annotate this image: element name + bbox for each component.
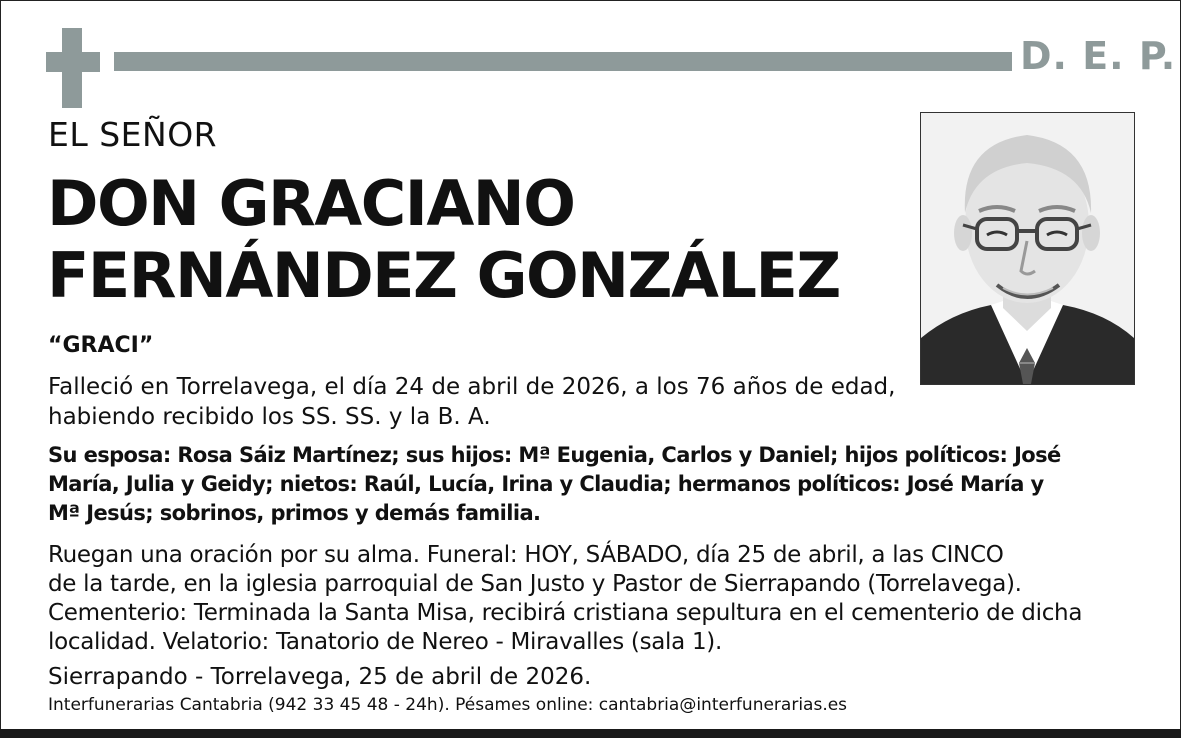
dep-badge: D. E. P. xyxy=(1020,34,1177,78)
portrait-photo xyxy=(920,112,1135,385)
nickname: “GRACI” xyxy=(48,333,154,358)
family-line: Su esposa: Rosa Sáiz Martínez; sus hijos: Mª Eugenia, Carlos y Daniel; hijos políticos: José xyxy=(48,443,1061,467)
funeral-paragraph xyxy=(48,541,1082,657)
bottom-bar xyxy=(0,729,1181,738)
death-line: Falleció en Torrelavega, el día 24 de abril de 2026, a los 76 años de edad, xyxy=(48,374,896,400)
family-line: María, Julia y Geidy; nietos: Raúl, Lucía, Irina y Claudia; hermanos políticos: José María y xyxy=(48,472,1044,496)
death-line: habiendo recibido los SS. SS. y la B. A. xyxy=(48,404,491,430)
funeral-line: localidad. Velatorio: Tanatorio de Nereo - Miravalles (sala 1). xyxy=(48,629,722,655)
honorific-title: EL SEÑOR xyxy=(48,115,218,154)
funeral-line: Cementerio: Terminada la Santa Misa, recibirá cristiana sepultura en el cementerio de dicha xyxy=(48,600,1083,626)
family-line: Mª Jesús; sobrinos, primos y demás familia. xyxy=(48,501,541,525)
funeral-home-contact: Interfunerarias Cantabria (942 33 45 48 - 24h). Pésames online: cantabria@interfunerarias.es xyxy=(48,695,848,715)
death-paragraph xyxy=(48,372,895,432)
header-rule xyxy=(114,52,1012,71)
place-date: Sierrapando - Torrelavega, 25 de abril de 2026. xyxy=(48,664,592,690)
family-paragraph xyxy=(48,441,1143,528)
name-line-2: FERNÁNDEZ GONZÁLEZ xyxy=(47,239,840,312)
funeral-line: de la tarde, en la iglesia parroquial de San Justo y Pastor de Sierrapando (Torrelavega). xyxy=(48,571,1022,597)
funeral-line: Ruegan una oración por su alma. Funeral: HOY, SÁBADO, día 25 de abril, a las CINCO xyxy=(48,542,1004,568)
name-line-1: DON GRACIANO xyxy=(47,167,575,240)
deceased-name xyxy=(47,168,840,312)
cross-icon xyxy=(46,28,100,108)
